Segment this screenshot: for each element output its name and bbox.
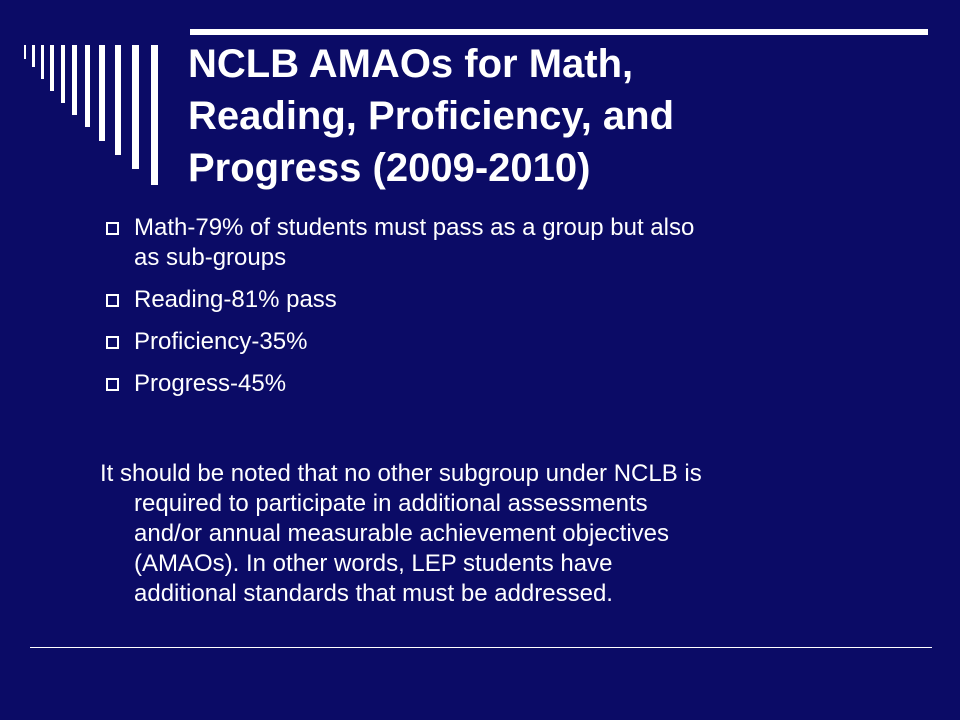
title-line: NCLB AMAOs for Math,: [188, 42, 634, 86]
hollow-square-bullet-icon: [106, 336, 119, 349]
bullet-list: [100, 213, 900, 399]
title-line: Reading, Proficiency, and: [188, 94, 675, 138]
note-line: required to participate in additional assessments: [134, 490, 648, 517]
hollow-square-bullet-icon: [106, 294, 119, 307]
bullet-text: Progress-45%: [134, 370, 287, 397]
bullet-item: [100, 285, 900, 315]
hollow-square-bullet-icon: [106, 378, 119, 391]
bullet-text: Reading-81% pass: [134, 286, 337, 313]
note-paragraph: [100, 459, 920, 609]
bullet-text: as sub-groups: [134, 244, 287, 271]
note-line: additional standards that must be addressed.: [134, 580, 613, 607]
bullet-item: [100, 327, 900, 357]
bullet-item: [100, 369, 900, 399]
note-line: and/or annual measurable achievement objectives: [134, 520, 669, 547]
bullet-text: Math-79% of students must pass as a group but also: [134, 214, 695, 241]
bullet-item: [100, 213, 900, 273]
top-rule: [190, 29, 928, 35]
vertical-bars-decoration: [0, 0, 160, 200]
bottom-rule: [30, 647, 932, 648]
bullet-text: Proficiency-35%: [134, 328, 308, 355]
note-line: It should be noted that no other subgroup under NCLB is: [100, 460, 702, 487]
note-line: (AMAOs). In other words, LEP students have: [134, 550, 613, 577]
title-line: Progress (2009-2010): [188, 146, 591, 190]
slide-title: [188, 38, 928, 194]
hollow-square-bullet-icon: [106, 222, 119, 235]
